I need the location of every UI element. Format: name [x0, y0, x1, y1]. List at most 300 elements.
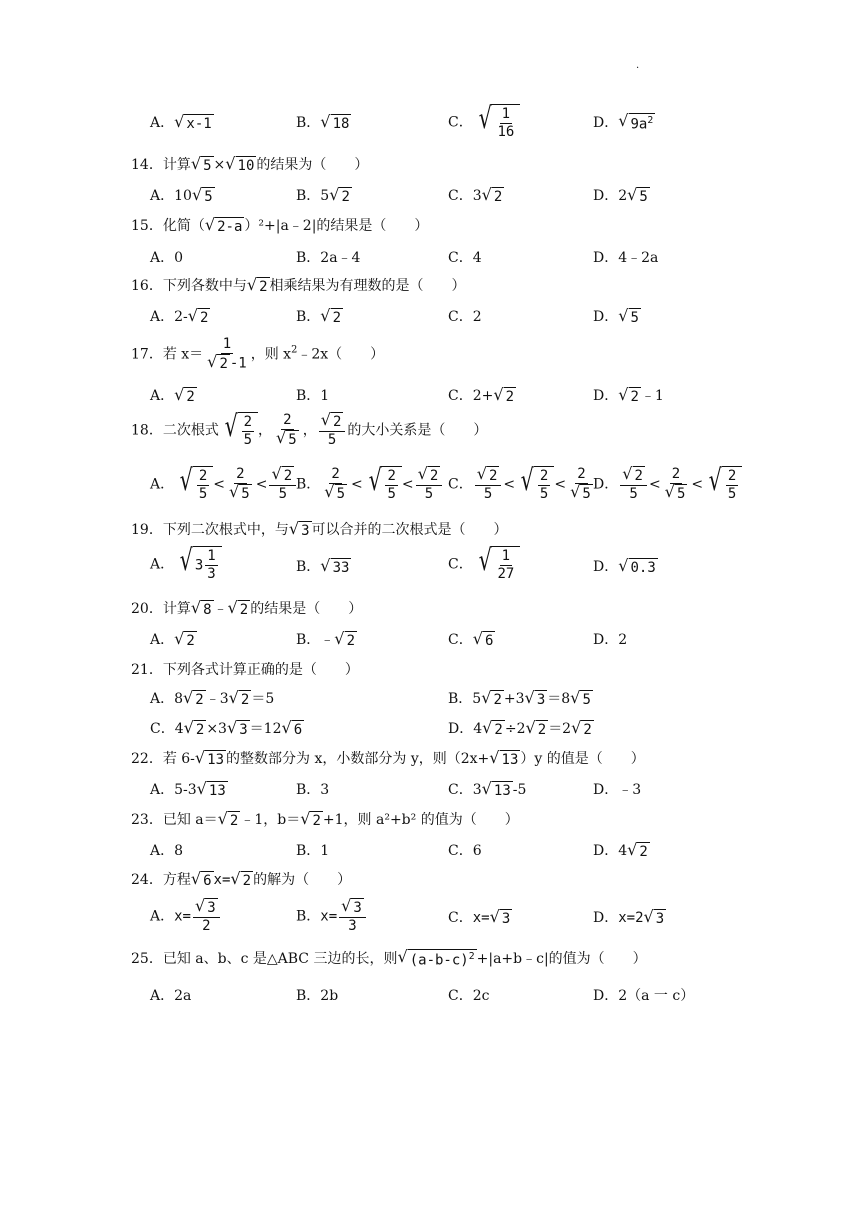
option-text: ＝8: [547, 691, 571, 707]
radical: √ 5: [229, 481, 250, 502]
option-text: -5: [512, 782, 527, 798]
radical: √ 2-a: [204, 215, 243, 235]
q23-option-c: C．6: [448, 843, 482, 859]
radical: √ 2: [493, 385, 515, 405]
option-text: ×3: [206, 721, 227, 737]
radical: √ 3: [341, 896, 362, 916]
radicand: 2: [341, 189, 350, 205]
q18-option-b: [296, 463, 444, 503]
radicand: 2: [259, 279, 268, 295]
radical: √ $\frac{2}{5}$: [363, 466, 402, 503]
radicand: 2: [346, 633, 355, 649]
radical: √ 13: [481, 779, 511, 799]
radical: √ 2: [217, 809, 239, 829]
radicand: 2: [239, 602, 249, 618]
stem-text: 的结果为（ ）: [256, 157, 369, 173]
q21-stem: 21．下列各式计算正确的是（ ）: [131, 662, 359, 678]
radical: √ 5: [276, 427, 297, 448]
option-text: ÷2: [504, 721, 526, 737]
option-text: D．4: [593, 843, 628, 859]
radical: √ 2: [320, 306, 341, 326]
option-text: D．2: [593, 188, 628, 204]
q18-option-a: [150, 463, 298, 503]
radical: √ 8: [190, 598, 212, 618]
radical: √ $\frac{2}{5}$: [703, 466, 742, 503]
numerator: 2: [727, 468, 737, 484]
radical: √ 2: [417, 464, 439, 484]
radicand: 5: [582, 692, 591, 708]
q19-stem: [131, 519, 508, 539]
numerator: 1: [501, 548, 511, 564]
radicand: 2: [195, 692, 204, 708]
fraction: [242, 414, 254, 449]
radicand: 5: [639, 189, 648, 205]
denominator: 5: [539, 485, 549, 502]
option-letter: B．: [296, 115, 321, 131]
radical: √ 2: [525, 718, 547, 738]
numerator: 2: [198, 468, 208, 484]
option-text: A．8: [150, 691, 184, 707]
numerator: 2: [671, 466, 681, 482]
option-text: C．3: [448, 188, 482, 204]
radical: √ 2: [271, 464, 293, 484]
q22-option-a: [150, 779, 228, 799]
q20-option-a: [150, 629, 197, 649]
q25-stem: [131, 948, 647, 969]
denominator: 3: [348, 917, 357, 934]
less-than: <: [648, 476, 661, 493]
fraction: [726, 468, 738, 503]
radical: √ 2: [174, 629, 195, 649]
radical: √ 2: [476, 464, 498, 484]
fraction: [475, 466, 502, 503]
radical: √ 6: [190, 869, 212, 889]
radicand: 2: [242, 873, 252, 889]
q17-option-d: [593, 385, 664, 405]
q16-stem: [131, 275, 466, 295]
denominator: 5: [278, 485, 288, 502]
numerator: 2: [539, 468, 549, 484]
less-than: <: [401, 476, 414, 493]
q24-option-a: [150, 898, 222, 935]
radical: √ 3: [643, 907, 665, 927]
separator: ，: [302, 422, 317, 439]
radicand: 2: [505, 389, 515, 405]
radicand: 2: [630, 389, 639, 405]
q23-option-b: B．1: [296, 843, 330, 859]
q13-option-c: [448, 101, 520, 141]
radical: √ 33: [320, 556, 350, 576]
fraction: [205, 548, 217, 583]
stem-text: 可以合并的二次根式是（ ）: [311, 522, 508, 538]
q13-option-d: [593, 112, 655, 133]
radicand: 3: [655, 911, 665, 927]
radicand: 2: [200, 310, 209, 326]
exponent: 2: [291, 344, 298, 356]
radicand: 2: [219, 355, 228, 372]
radical: √ 6: [281, 718, 303, 738]
radical: √ 2: [481, 185, 503, 205]
option-text: D．: [593, 309, 619, 325]
fraction: [319, 412, 346, 449]
fraction: [205, 336, 249, 373]
q17-stem: [131, 336, 384, 373]
option-text: A．: [150, 632, 175, 648]
radicand: 6: [203, 873, 212, 889]
q14-option-c: [448, 185, 504, 205]
radical: √ $\frac{1}{16}$: [473, 104, 521, 141]
q13-option-b: [296, 112, 351, 132]
less-than: <: [255, 476, 268, 493]
stem-text: ﹣2x（ ）: [297, 346, 385, 363]
option-letter: B．: [296, 559, 321, 575]
radicand: 2: [583, 722, 592, 738]
denominator: 5: [327, 431, 337, 448]
denominator: 5: [424, 485, 434, 502]
q24-option-b: [296, 898, 368, 935]
radicand: 5: [630, 310, 639, 326]
fraction: [274, 412, 301, 449]
q23-stem: [131, 809, 519, 829]
denominator-tail: -1: [229, 355, 247, 372]
option-text: ＝5: [251, 691, 275, 707]
q14-option-b: [296, 185, 352, 205]
q25-option-b: B．2b: [296, 988, 339, 1004]
q20-option-d: D．2: [593, 632, 628, 648]
radicand: 2: [488, 468, 498, 484]
radical: √ 3: [226, 718, 248, 738]
q22-option-d: D．﹣3: [593, 782, 642, 798]
radical: √ 2: [228, 688, 250, 708]
option-text: B．5: [296, 188, 330, 204]
radicand: 9a: [630, 116, 648, 133]
radical: √ 18: [320, 112, 350, 132]
less-than: <: [691, 476, 704, 493]
radicand: 5: [241, 485, 250, 502]
fraction: [663, 466, 690, 503]
radicand: 8: [203, 602, 212, 618]
radical: √ 2: [622, 464, 643, 484]
q22-option-b: B．3: [296, 782, 330, 798]
numerator: 1: [222, 336, 232, 352]
fraction: [193, 898, 220, 935]
fraction: [339, 898, 366, 935]
option-letter: D．: [593, 115, 619, 131]
q15-option-d: D．4﹣2a: [593, 250, 659, 266]
radical: √ 3: [288, 519, 310, 539]
option-text: x=: [472, 910, 490, 926]
radical: √ 13: [196, 779, 226, 799]
radical: √ 2: [300, 809, 321, 829]
denominator: 3: [207, 565, 216, 582]
q20-option-c: [448, 629, 495, 649]
exponent: 2: [647, 115, 654, 127]
option-text: ＝12: [249, 721, 282, 737]
exponent: 2: [468, 951, 475, 963]
fraction: [197, 468, 209, 503]
option-text: +3: [503, 691, 525, 707]
stem-text: 22．若 6-: [131, 751, 195, 767]
stem-text: 相乘结果为有理数的是（ ）: [269, 278, 466, 294]
fraction: [495, 106, 516, 141]
radicand: 18: [332, 116, 350, 132]
radicand: 2: [493, 692, 502, 708]
radicand: 2: [494, 722, 503, 738]
option-text: D．4: [448, 721, 483, 737]
stem-text: +1，则 a²+b² 的值为（ ）: [322, 812, 519, 828]
denominator: 2: [202, 917, 211, 934]
q20-stem: [131, 598, 362, 618]
denominator: 16: [497, 123, 515, 140]
option-text: x=: [174, 908, 191, 925]
radical: √ 5: [190, 154, 212, 174]
stem-text: ﹣1，b＝: [240, 812, 301, 828]
fraction: [227, 466, 254, 503]
q21-option-b: [448, 688, 593, 708]
less-than: <: [554, 476, 567, 493]
radical: √ 3: [194, 896, 216, 916]
radicand: 2: [312, 813, 321, 829]
radical: √ 5: [618, 306, 639, 326]
fraction: [538, 468, 550, 503]
radical: √ 2: [627, 840, 648, 860]
denominator: 5: [387, 485, 396, 502]
radical: √ 3: [489, 907, 511, 927]
radicand: 3: [301, 523, 310, 539]
option-text: C．: [448, 632, 473, 648]
q17-option-a: [150, 385, 197, 405]
option-letter: B．: [296, 908, 321, 925]
option-text: B．5: [448, 691, 482, 707]
radical: √ 2: [183, 688, 204, 708]
times-sign: ×: [213, 157, 226, 173]
radical: √ 2: [227, 598, 249, 618]
option-text: x=: [320, 908, 338, 925]
radicand: 10: [237, 158, 255, 174]
q16-option-a: [150, 306, 210, 326]
denominator: 5: [198, 485, 208, 502]
radicand: 2-a: [217, 219, 243, 235]
option-letter: A．: [150, 476, 175, 493]
radical: √ 2: [329, 185, 350, 205]
numerator: 2: [243, 414, 252, 430]
radical: √ $\frac{1}{27}$: [473, 546, 521, 583]
radical: √ 2: [207, 351, 228, 372]
radical: √ $\frac{2}{5}$: [219, 412, 258, 449]
q15-option-c: C．4: [448, 250, 482, 266]
radical: √ $\frac{2}{5}$: [174, 466, 213, 503]
radical: √ 2: [230, 869, 252, 889]
less-than: <: [213, 476, 226, 493]
option-text: B．﹣: [296, 632, 335, 648]
radicand: 0.3: [630, 560, 656, 576]
page-dot: .: [636, 60, 640, 71]
q19-option-c: [448, 543, 520, 583]
option-text: C．3: [448, 782, 482, 798]
whole-part: 3: [194, 557, 204, 574]
radical: √ 5: [191, 185, 213, 205]
stem-text: 15．化简（: [131, 218, 205, 234]
option-text: A．5-3: [150, 782, 197, 798]
stem-text: 的大小关系是（ ）: [347, 422, 488, 439]
fraction: [568, 466, 595, 503]
q19-option-a: [150, 543, 222, 583]
q17-option-b: B．1: [296, 388, 330, 404]
numerator: 2: [387, 468, 396, 484]
q16-option-c: C．2: [448, 309, 482, 325]
denominator: 5: [727, 485, 737, 502]
radicand: 2: [186, 633, 195, 649]
numerator: 1: [207, 548, 216, 564]
radicand: (a-b-c): [409, 952, 469, 969]
radical: √ 6: [472, 629, 494, 649]
option-text: A．: [150, 388, 175, 404]
radical: √ 0.3: [618, 556, 656, 576]
numerator: 1: [501, 106, 511, 122]
radical: √ 5: [570, 481, 591, 502]
q16-option-d: [593, 306, 641, 326]
fraction: [269, 466, 296, 503]
stem-text: 25．已知 a、b、c 是△ABC 三边的长，则: [131, 951, 398, 967]
denominator: 5: [629, 485, 638, 502]
radical: √ 2: [320, 410, 342, 430]
radical: √ 2: [246, 275, 268, 295]
q17-option-c: [448, 385, 516, 405]
numerator: 2: [577, 466, 586, 482]
stem-text: 19．下列二次根式中，与: [131, 522, 289, 538]
minus-sign: ﹣: [213, 601, 228, 617]
radicand: 3: [239, 722, 248, 738]
q14-stem: [131, 154, 368, 174]
option-text: ﹣1: [640, 388, 664, 404]
denominator: 5: [243, 431, 252, 448]
q19-option-b: [296, 556, 351, 576]
radicand: 2: [429, 468, 439, 484]
option-letter: C．: [448, 476, 473, 493]
radical: √ 2: [482, 718, 503, 738]
stem-text: 14．计算: [131, 157, 191, 173]
q14-option-d: [593, 185, 650, 205]
q21-option-c: [150, 718, 304, 738]
radical: √ 10: [225, 154, 255, 174]
q18-stem: [131, 409, 488, 449]
radicand: 3: [501, 911, 511, 927]
radical: √ 3: [524, 688, 546, 708]
q24-option-c: [448, 907, 512, 927]
option-text: B．: [296, 309, 321, 325]
radicand: 5: [582, 485, 591, 502]
radical: √ 2: [174, 385, 195, 405]
q16-option-b: [296, 306, 343, 326]
stem-text: 23．已知 a＝: [131, 812, 218, 828]
denominator: [205, 351, 249, 373]
q21-option-d: [448, 718, 594, 738]
q24-option-d: [593, 907, 666, 927]
option-letter: A．: [150, 115, 175, 131]
stem-text: +|a+b﹣c|的值为（ ）: [476, 951, 647, 967]
radicand: 3: [536, 692, 546, 708]
radicand: 3: [353, 900, 362, 916]
radicand: 2: [493, 189, 503, 205]
q22-stem: [131, 748, 645, 768]
radical: √ 3 $\frac{1}{3}$: [174, 546, 222, 583]
stem-text: 的解为（ ）: [253, 872, 352, 888]
radicand: 5: [676, 485, 686, 502]
stem-text: ）y 的值是（ ）: [520, 751, 645, 767]
radicand: 2: [634, 468, 643, 484]
radicand: 5: [204, 189, 213, 205]
radicand: 13: [493, 783, 511, 799]
option-letter: C．: [448, 556, 473, 573]
stem-text: 16．下列各数中与: [131, 278, 247, 294]
q14-option-a: [150, 185, 215, 205]
option-letter: C．: [448, 114, 473, 131]
radical: √ 13: [489, 748, 519, 768]
separator: ，: [258, 422, 272, 439]
radicand: 2: [537, 722, 547, 738]
radical: √ $9a^2$: [618, 111, 654, 133]
denominator: 27: [497, 565, 515, 582]
q25-option-a: A．2a: [150, 988, 192, 1004]
radical: √ 5: [627, 185, 648, 205]
q18-option-c: [448, 463, 597, 503]
radicand: 5: [203, 158, 212, 174]
numerator: 2: [283, 412, 292, 428]
option-letter: D．: [593, 559, 619, 575]
less-than: <: [503, 476, 516, 493]
option-text: A．2-: [150, 309, 188, 325]
radicand: 2: [240, 692, 250, 708]
radicand: x-1: [186, 116, 212, 132]
radicand: 6: [484, 633, 494, 649]
radicand: 2: [195, 722, 205, 738]
option-letter: A．: [150, 556, 175, 573]
option-text: C．4: [150, 721, 184, 737]
option-text: ﹣3: [205, 691, 229, 707]
radicand: 2: [639, 844, 648, 860]
radicand: 2: [283, 468, 293, 484]
numerator: 2: [331, 466, 340, 482]
radical: √ 2: [334, 629, 355, 649]
q19-option-d: [593, 556, 658, 576]
stem-text: 17．若 x＝: [131, 346, 204, 363]
stem-text: 18．二次根式: [131, 422, 219, 439]
q15-option-a: A．0: [150, 250, 184, 266]
radicand: 2: [332, 310, 341, 326]
fraction: [322, 466, 349, 503]
stem-text: ，则 x: [250, 346, 292, 363]
radicand: 33: [332, 560, 350, 576]
option-letter: B．: [296, 476, 321, 493]
radical: √ 5: [664, 481, 686, 502]
radical: √ 2: [187, 306, 209, 326]
variable: x=: [213, 872, 231, 888]
radicand: 13: [501, 752, 519, 768]
stem-text: 的整数部分为 x，小数部分为 y，则（2x+: [226, 751, 490, 767]
option-letter: D．: [593, 476, 619, 493]
radical: √ 13: [194, 748, 225, 768]
option-text: D．: [593, 388, 619, 404]
stem-text: 24．方程: [131, 872, 191, 888]
radical: √ 2: [481, 688, 502, 708]
radical: √ x-1: [174, 112, 212, 132]
less-than: <: [351, 476, 363, 493]
q25-option-d: D．2（a 一 c）: [593, 988, 695, 1004]
q22-option-c: [448, 779, 526, 799]
radical: √ $(a-b-c)^2$: [397, 947, 475, 969]
q24-stem: [131, 869, 351, 889]
radicand: 13: [207, 752, 225, 768]
